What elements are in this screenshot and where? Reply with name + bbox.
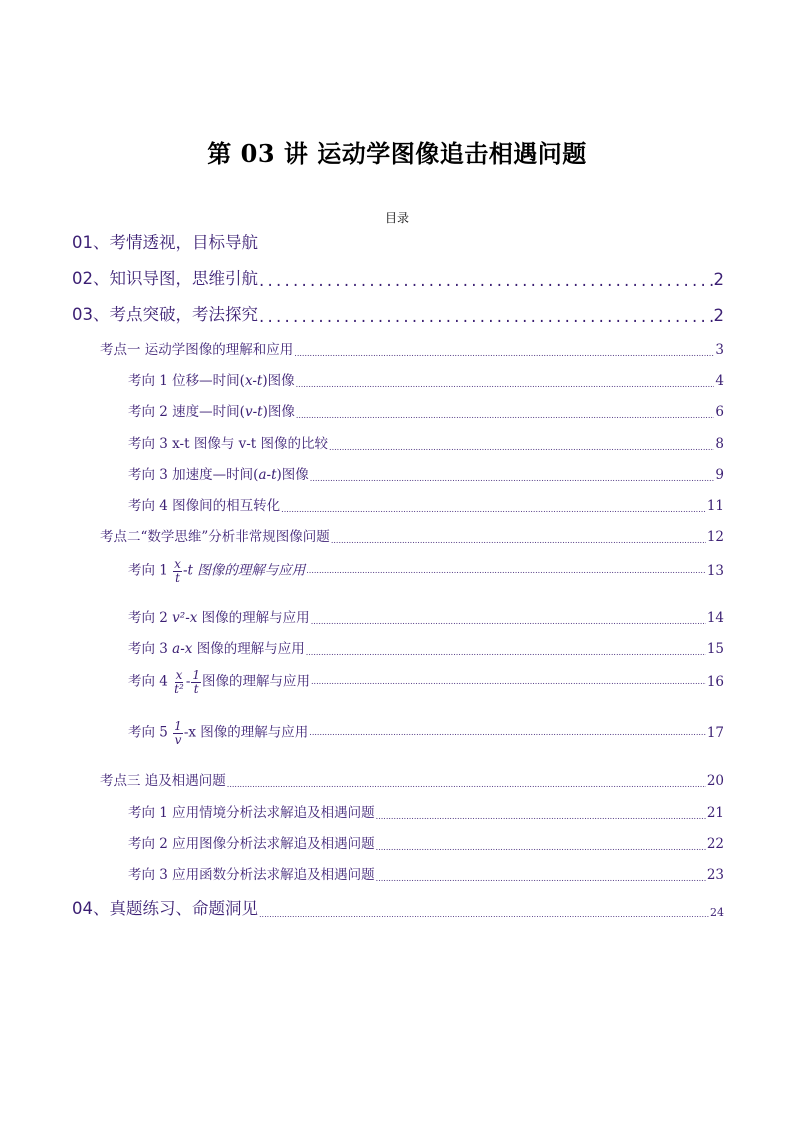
toc-entry-suffix: 图像的理解与应用 [197,610,310,626]
toc-section-02[interactable] [72,265,724,289]
math-var: x-t [244,373,263,389]
toc-section-label: 01、考情透视，目标导航 [72,233,258,252]
toc-leader [310,475,715,483]
toc-entry-label: 考向 5 [128,724,173,741]
toc-page-number: 24 [710,906,724,919]
toc-section-label: 02、知识导图，思维引航 [72,269,258,288]
toc-kaodian-2[interactable] [100,525,724,545]
toc-leader [227,781,706,789]
toc-page-number: 22 [706,836,724,852]
toc-kaoxiang-1-2[interactable] [128,400,724,420]
math-var: v-t [244,404,263,420]
toc-entry-label: 考向 4 图像间的相互转化 [128,498,281,514]
toc-kaoxiang-1-5[interactable] [128,494,724,514]
toc-leader [294,350,714,358]
page-title: 第 03 讲 运动学图像追击相遇问题 [207,139,587,168]
toc-leader [311,618,706,626]
toc-leader [281,506,706,514]
toc-entry-suffix: 图像的理解与应用 [192,641,305,657]
toc-entry-label: 考向 2 速度—时间( [128,404,245,420]
toc-section-01[interactable] [72,229,724,253]
toc-leader [329,444,714,452]
toc-page-number: 6 [715,404,724,420]
toc-kaodian-1[interactable] [100,338,724,358]
toc-section-label: 03、考点突破，考法探究 [72,305,258,324]
toc-page-number: 9 [715,467,724,483]
fraction-numerator: x [174,557,181,571]
fraction-denominator: t [193,681,199,696]
toc-entry-suffix: )图像 [262,404,295,420]
toc-page-number: 3 [715,342,724,358]
toc-entry-label: 考向 3 应用函数分析法求解追及相遇问题 [128,867,375,883]
toc-page-number: 20 [706,773,724,789]
toc-kaoxiang-3-1[interactable] [128,801,724,821]
fraction-numerator: 1 [192,668,201,682]
toc-entry-label: 考向 1 [128,562,173,579]
toc-kaoxiang-3-3[interactable] [128,863,724,883]
toc-entry-label: 考向 3 [128,641,173,657]
toc-entry-label: 考向 2 应用图像分析法求解追及相遇问题 [128,836,375,852]
toc-kaoxiang-2-4[interactable] [128,669,724,695]
toc-entry-suffix: -x 图像的理解与应用 [183,724,309,741]
math-var: v²-x [172,610,198,626]
toc-heading: 目录 [384,211,409,225]
toc-leader [306,567,706,575]
fraction-numerator: x [175,668,183,682]
fraction-denominator: v [174,732,182,747]
toc-page-number: 14 [706,610,724,626]
toc-kaoxiang-2-3[interactable] [128,637,724,657]
toc-page-number: 15 [706,641,724,657]
toc-kaodian-3[interactable] [100,769,724,789]
fraction [173,669,185,695]
toc-page-number: 2 [713,306,724,325]
toc-entry-label: 考向 1 位移—时间( [128,373,245,389]
toc-entry-label: 考点二“数学思维”分析非常规图像问题 [100,529,330,545]
toc-kaoxiang-1-1[interactable] [128,369,724,389]
toc-leader [259,911,709,919]
toc-entry-suffix: -t 图像的理解与应用 [182,562,306,579]
toc-kaoxiang-2-5[interactable] [128,720,724,746]
toc-section-03[interactable] [72,301,724,325]
toc-leader [296,381,715,389]
toc-page-number: 17 [706,725,724,742]
fraction [191,669,201,695]
toc-entry-label: 考向 3 加速度—时间( [128,467,259,483]
toc-page-number: 2 [713,270,724,289]
minus-sign: - [185,673,191,690]
fraction-numerator: 1 [174,719,182,733]
toc-kaoxiang-2-1[interactable] [128,558,724,584]
toc-leader [309,729,706,737]
toc-leader [296,412,715,420]
toc-entry-label: 考向 4 [128,673,173,690]
toc-leader [259,273,713,290]
math-var: a-x [172,641,193,657]
toc-section-label: 04、真题练习、命题洞见 [72,899,258,918]
toc-leader [306,649,706,657]
toc-entry-suffix: )图像 [262,373,295,389]
toc-section-04[interactable] [72,895,724,919]
toc-entry-label: 考向 2 [128,610,173,626]
fraction [173,720,183,746]
toc-page-number: 11 [706,498,724,514]
toc-entry-label: 考点三 追及相遇问题 [100,773,226,789]
toc-kaoxiang-1-4[interactable] [128,463,724,483]
toc-kaoxiang-1-3[interactable] [128,432,724,452]
toc-leader [376,875,706,883]
toc-entry-label: 考点一 运动学图像的理解和应用 [100,342,294,358]
fraction-denominator: t [175,570,180,585]
toc-leader [259,309,713,326]
toc-leader [311,678,706,686]
toc-page-number: 12 [706,529,724,545]
toc-kaoxiang-2-2[interactable] [128,606,724,626]
toc-page-number: 13 [706,563,724,580]
toc-entry-label: 考向 1 应用情境分析法求解追及相遇问题 [128,805,375,821]
toc-page-number: 4 [715,373,724,389]
toc-page-number: 23 [706,867,724,883]
fraction [173,558,182,584]
toc-leader [376,813,706,821]
toc-leader [376,844,706,852]
toc-page-number: 16 [706,674,724,691]
toc-page-number: 21 [706,805,724,821]
toc-kaoxiang-3-2[interactable] [128,832,724,852]
math-var: a-t [258,467,277,483]
toc-page-number: 8 [715,436,724,452]
toc-entry-suffix: )图像 [276,467,309,483]
toc-entry-suffix: 图像的理解与应用 [202,673,311,690]
fraction-denominator: t² [174,681,184,696]
toc-entry-label: 考向 3 x-t 图像与 v-t 图像的比较 [128,436,329,452]
toc-leader [331,537,706,545]
